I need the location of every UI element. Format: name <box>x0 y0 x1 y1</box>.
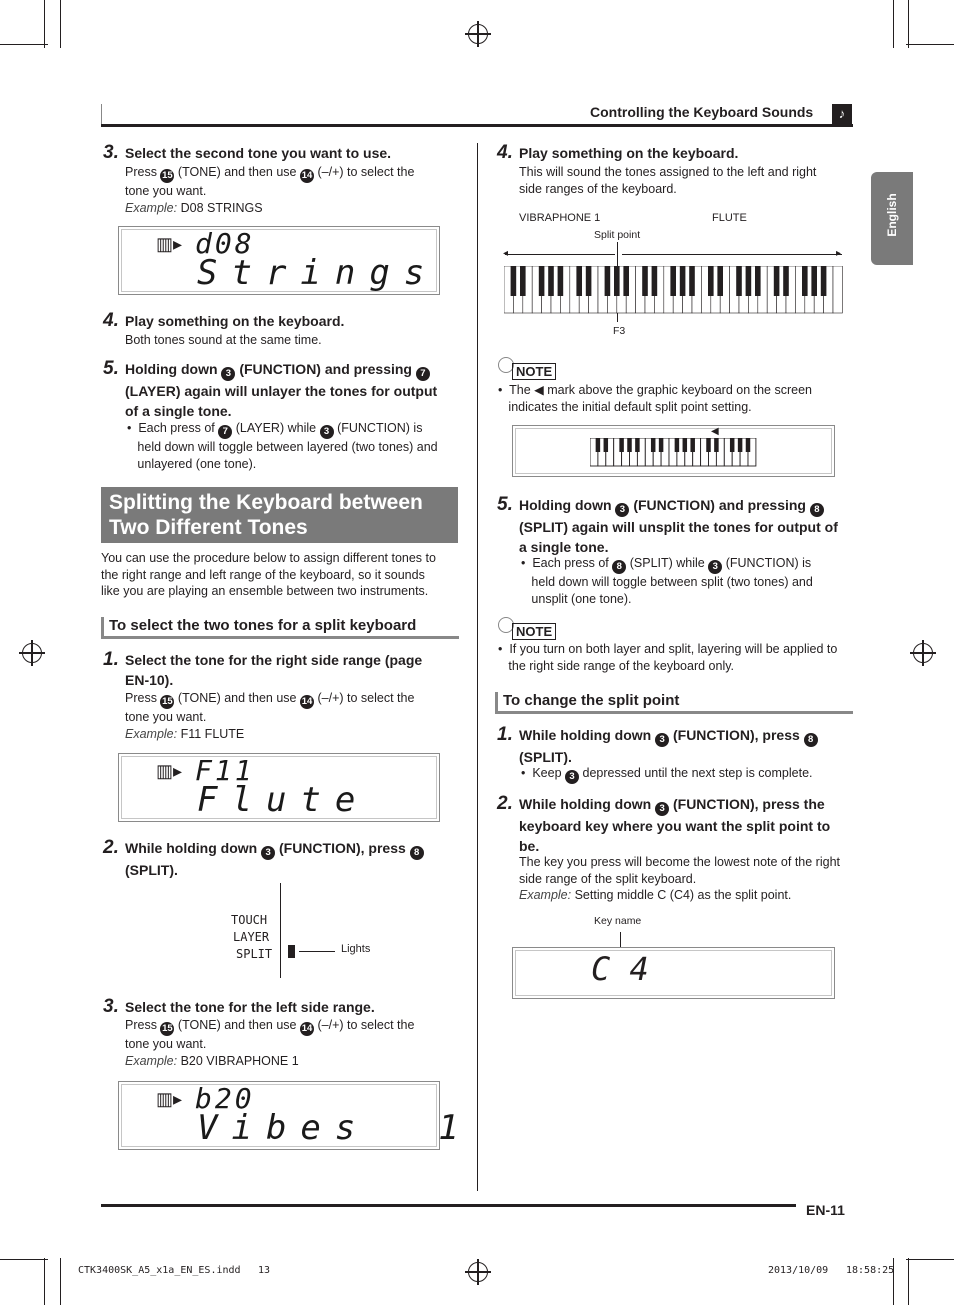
lcd-tone-name: Strings <box>197 253 439 293</box>
step-number: 2. <box>497 793 513 814</box>
keyboard-icon: ▥▸ <box>156 234 183 254</box>
lcd-tone-number: F11 <box>195 754 255 787</box>
black-key <box>627 438 632 452</box>
indicator-split: SPLIT <box>236 947 273 961</box>
black-key <box>614 266 620 296</box>
step-heading: Holding down 3 (FUNCTION) and pressing 8 (SPLIT) again will unsplit the tones for output of a single tone. <box>519 497 838 555</box>
step-number: 5. <box>103 358 119 379</box>
step-heading: While holding down 3 (FUNCTION), press the keyboard key where you want the split point to be. <box>519 796 831 854</box>
black-key <box>714 438 719 452</box>
step-heading: Play something on the keyboard. <box>519 145 739 161</box>
black-key <box>619 438 624 452</box>
black-key <box>755 266 761 296</box>
file-date: 2013/10/09 <box>768 1265 829 1276</box>
flute-label: FLUTE <box>712 212 747 224</box>
page-number: EN-11 <box>806 1202 845 1218</box>
split-mark-icon: ◀ <box>534 383 544 397</box>
bullet-item: • Each press of 8 (SPLIT) while 3 (FUNCTION) is held down will toggle between split (two tones) and unsplit (one tone). <box>521 556 813 606</box>
plus-minus-button-icon: 14 <box>301 170 313 181</box>
plus-minus-button-icon: 14 <box>301 1023 313 1034</box>
step-body: The key you press will become the lowest note of the right side range of the split keyboard. Example: Setting middle C (C4) as the split point. <box>519 855 840 902</box>
step-body: Both tones sound at the same time. <box>125 333 322 347</box>
black-key <box>635 438 640 452</box>
tone-button-icon: 15 <box>162 696 173 707</box>
step-number: 3. <box>103 142 119 163</box>
note-badge: NOTE <box>512 363 556 380</box>
black-key <box>586 266 592 296</box>
bullet-item: • Keep 3 depressed until the next step is complete. <box>521 766 813 782</box>
lights-label: Lights <box>341 943 371 955</box>
black-key <box>689 266 695 296</box>
step-heading: Select the tone for the right side range (page EN-10). <box>125 652 423 688</box>
black-key <box>746 266 752 296</box>
column-divider <box>477 143 478 1191</box>
split-indicator-light <box>288 945 295 958</box>
key-name-label: Key name <box>594 915 642 927</box>
header-rule <box>101 124 853 127</box>
black-key <box>811 266 817 296</box>
step-number: 2. <box>103 837 119 858</box>
vibraphone-label: VIBRAPHONE 1 <box>519 212 601 224</box>
split-mark-icon: ◀ <box>711 426 719 437</box>
step-body: Press 15 (TONE) and then use 14 (–/+) to select the tone you want. Example: B20 VIBRAPHONE 1 <box>125 1018 415 1068</box>
black-key <box>652 266 658 296</box>
black-key <box>576 266 582 296</box>
layer-button-icon: 7 <box>416 367 430 381</box>
arrow-head-right: ▸ <box>836 248 842 259</box>
split-button-icon: 8 <box>410 846 424 860</box>
black-key <box>706 438 711 452</box>
white-key <box>833 266 842 313</box>
tone-button-icon: 15 <box>162 1023 173 1034</box>
f3-label: F3 <box>613 325 626 337</box>
indicator-panel-edge <box>280 883 281 978</box>
file-time: 18:58:25 <box>846 1265 895 1276</box>
file-name: CTK3400SK_A5_x1a_EN_ES.indd <box>78 1265 241 1276</box>
step-number: 3. <box>103 996 119 1017</box>
black-key <box>680 266 686 296</box>
black-key <box>708 266 714 296</box>
note-badge: NOTE <box>512 623 556 640</box>
black-key <box>821 266 827 296</box>
step-body: Press 15 (TONE) and then use 14 (–/+) to select the tone you want. Example: F11 FLUTE <box>125 691 415 741</box>
subsection-heading: To select the two tones for a split keyboard <box>101 617 459 639</box>
function-button-icon: 3 <box>655 802 669 816</box>
black-key <box>596 438 601 452</box>
registration-mark-top <box>468 24 488 44</box>
lcd-key-name: C 4 <box>591 950 649 988</box>
tone-button-icon: 15 <box>162 170 173 181</box>
lcd-display <box>118 753 440 822</box>
step-heading: Select the second tone you want to use. <box>125 145 392 161</box>
step-heading: While holding down 3 (FUNCTION), press 8 (SPLIT). <box>519 725 854 767</box>
keyboard-icon: ▥▸ <box>156 761 183 781</box>
lcd-tone-name: Flute <box>197 780 370 820</box>
black-key <box>520 266 526 296</box>
lcd-keyboard-display <box>512 425 835 477</box>
left-range-arrow <box>505 254 615 255</box>
black-key <box>736 266 742 296</box>
music-note-icon: ♪ <box>832 104 852 124</box>
black-key <box>604 438 609 452</box>
function-button-icon: 3 <box>261 846 275 860</box>
function-button-icon: 3 <box>615 503 629 517</box>
header-title: Controlling the Keyboard Sounds <box>590 104 814 120</box>
lcd-keyboard-graphic <box>590 438 758 468</box>
leader-line <box>299 951 335 952</box>
split-button-icon: 8 <box>612 560 626 574</box>
registration-mark-left <box>22 643 42 663</box>
black-key <box>683 438 688 452</box>
black-key <box>659 438 664 452</box>
black-key <box>670 266 676 296</box>
black-key <box>623 266 629 296</box>
black-key <box>651 438 656 452</box>
split-button-icon: 8 <box>810 503 824 517</box>
step-heading: Select the tone for the left side range. <box>125 999 375 1015</box>
black-key <box>738 438 743 452</box>
bullet-item: • Each press of 7 (LAYER) while 3 (FUNCTION) is held down will toggle between layered (two tones) and unlayered (one tone). <box>127 421 438 471</box>
layer-button-icon: 7 <box>218 425 232 439</box>
black-key <box>774 266 780 296</box>
lcd-tone-name: Vibes 1 <box>197 1108 473 1148</box>
function-button-icon: 3 <box>708 560 722 574</box>
step-body: Press 15 (TONE) and then use 14 (–/+) to select the tone you want. Example: D08 STRINGS <box>125 165 415 215</box>
keyboard-graphic <box>504 266 844 314</box>
function-button-icon: 3 <box>320 425 334 439</box>
subsection-heading: To change the split point <box>495 692 853 714</box>
footer-rule <box>101 1204 796 1207</box>
step-heading: Holding down 3 (FUNCTION) and pressing 7 (LAYER) again will unlayer the tones for output of a single tone. <box>125 361 438 419</box>
black-key <box>746 438 751 452</box>
registration-mark-bottom <box>468 1262 488 1282</box>
step-heading: While holding down 3 (FUNCTION), press 8 (SPLIT). <box>125 838 460 880</box>
file-page: 13 <box>258 1265 271 1276</box>
step-number: 1. <box>103 649 119 670</box>
registration-mark-right <box>913 643 933 663</box>
arrow-head-left: ◂ <box>503 248 509 259</box>
black-key <box>730 438 735 452</box>
split-button-icon: 8 <box>804 733 818 747</box>
indicator-layer: LAYER <box>233 930 270 944</box>
black-key <box>511 266 517 296</box>
keyboard-icon: ▥▸ <box>156 1089 183 1109</box>
black-key <box>605 266 611 296</box>
section-banner: Splitting the Keyboard between Two Different Tones <box>101 487 458 543</box>
black-key <box>675 438 680 452</box>
step-number: 4. <box>497 142 513 163</box>
function-button-icon: 3 <box>221 367 235 381</box>
split-point-label: Split point <box>594 229 641 241</box>
black-key <box>717 266 723 296</box>
black-key <box>802 266 808 296</box>
lcd-tone-number: b20 <box>195 1082 255 1115</box>
plus-minus-button-icon: 14 <box>301 696 313 707</box>
black-key <box>690 438 695 452</box>
language-tab-label: English <box>885 193 899 237</box>
step-heading: Play something on the keyboard. <box>125 313 345 329</box>
note-text: • The ◀ mark above the graphic keyboard on the screen indicates the initial default split point setting. <box>498 383 812 414</box>
lcd-display <box>512 947 835 999</box>
step-body: This will sound the tones assigned to the left and right side ranges of the keyboard. <box>519 165 817 196</box>
black-key <box>642 266 648 296</box>
indicator-touch: TOUCH <box>231 913 268 927</box>
lcd-display <box>118 226 440 295</box>
step-number: 1. <box>497 724 513 745</box>
function-button-icon: 3 <box>565 770 579 784</box>
black-key <box>539 266 545 296</box>
note-text: • If you turn on both layer and split, layering will be applied to the right side range of the keyboard only. <box>498 642 838 673</box>
right-range-arrow <box>622 254 842 255</box>
function-button-icon: 3 <box>655 733 669 747</box>
header-rule-thin <box>101 104 102 124</box>
black-key <box>783 266 789 296</box>
black-key <box>548 266 554 296</box>
step-number: 5. <box>497 494 513 515</box>
lcd-display <box>118 1081 473 1150</box>
section-intro: You can use the procedure below to assign different tones to the right range and left range of the keyboard, so it sounds like you are playing an ensemble between two instruments. <box>101 551 436 598</box>
black-key <box>558 266 564 296</box>
lcd-tone-number: d08 <box>195 227 255 260</box>
step-number: 4. <box>103 310 119 331</box>
